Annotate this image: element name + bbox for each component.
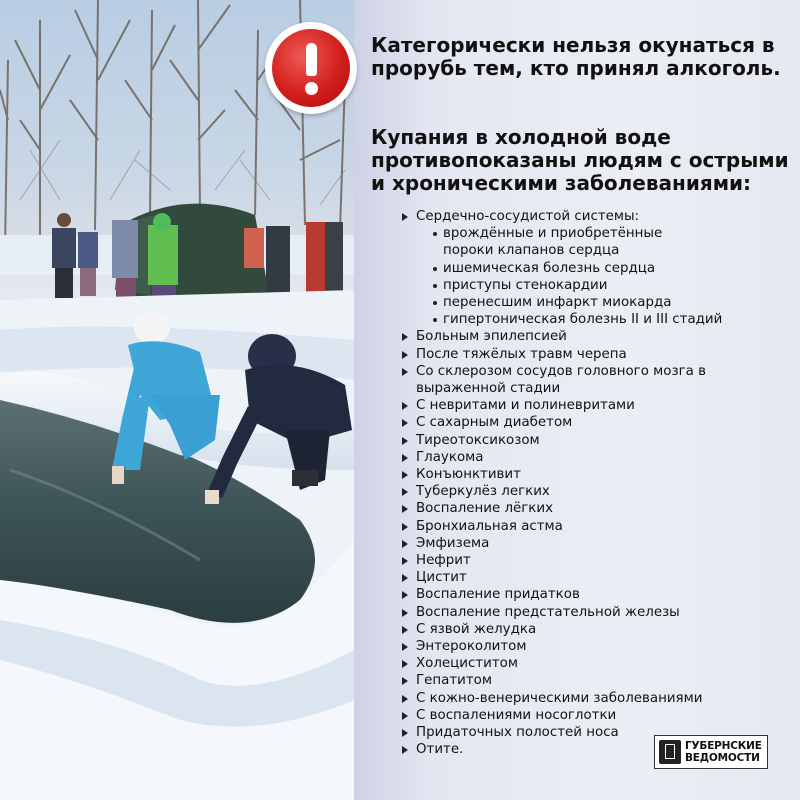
brand-logo xyxy=(654,735,768,769)
list-item: После тяжёлых травм черепа xyxy=(401,346,793,363)
list-item: Воспаление лёгких xyxy=(401,500,793,517)
arrow-bullet-icon xyxy=(402,574,408,582)
arrow-bullet-icon xyxy=(402,333,408,341)
list-item: Нефрит xyxy=(401,552,793,569)
arrow-bullet-icon xyxy=(402,471,408,479)
dot-bullet-icon xyxy=(433,301,437,305)
alcohol-warning-heading: Категорически нельзя окунаться в прорубь тем, кто принял алкоголь. xyxy=(371,33,781,80)
sub-list-item: гипертоническая болезнь II и III стадий xyxy=(416,311,793,328)
dot-bullet-icon xyxy=(433,284,437,288)
sub-list-item: перенесшим инфаркт миокарда xyxy=(416,294,793,311)
dot-bullet-icon xyxy=(433,267,437,271)
arrow-bullet-icon xyxy=(402,523,408,531)
list-item: С невритами и полиневритами xyxy=(401,397,793,414)
exclamation-icon xyxy=(265,22,357,114)
list-item: Цистит xyxy=(401,569,793,586)
arrow-bullet-icon xyxy=(402,695,408,703)
arrow-bullet-icon xyxy=(402,505,408,513)
contraindications-heading: Купания в холодной воде противопоказаны людям с острыми и хроническими заболеваниями: xyxy=(371,125,789,195)
sub-list-item: врождённые и приобретённые пороки клапанов сердца xyxy=(416,225,793,259)
arrow-bullet-icon xyxy=(402,609,408,617)
list-item: Глаукома xyxy=(401,449,793,466)
arrow-bullet-icon xyxy=(402,660,408,668)
list-item: Тиреотоксикозом xyxy=(401,432,793,449)
arrow-bullet-icon xyxy=(402,437,408,445)
arrow-bullet-icon xyxy=(402,402,408,410)
contraindications-list xyxy=(401,208,793,759)
brand-line-1: ГУБЕРНСКИЕ xyxy=(685,740,762,752)
list-item: Воспаление придатков xyxy=(401,586,793,603)
cardio-label: Сердечно-сосудистой системы: xyxy=(416,209,640,224)
winter-ice-hole-photo xyxy=(0,0,354,800)
list-item: С язвой желудка xyxy=(401,621,793,638)
list-item: Холециститом xyxy=(401,655,793,672)
photo-illustration xyxy=(0,0,354,800)
arrow-bullet-icon xyxy=(402,729,408,737)
brand-line-2: ВЕДОМОСТИ xyxy=(685,752,760,764)
arrow-bullet-icon xyxy=(402,643,408,651)
sub-list-item: ишемическая болезнь сердца xyxy=(416,260,793,277)
list-item: Туберкулёз легких xyxy=(401,483,793,500)
list-item: Придаточных полостей носа xyxy=(401,724,793,741)
list-item: Отите. xyxy=(401,741,793,758)
list-item: Бронхиальная астма xyxy=(401,518,793,535)
arrow-bullet-icon xyxy=(402,368,408,376)
list-item: Воспаление предстательной железы xyxy=(401,604,793,621)
arrow-bullet-icon xyxy=(402,454,408,462)
arrow-bullet-icon xyxy=(402,540,408,548)
sub-list-item: приступы стенокардии xyxy=(416,277,793,294)
arrow-bullet-icon xyxy=(402,488,408,496)
list-item: Конъюнктивит xyxy=(401,466,793,483)
list-item: С кожно-венерическими заболеваниями xyxy=(401,690,793,707)
arrow-bullet-icon xyxy=(402,677,408,685)
arrow-bullet-icon xyxy=(402,213,408,221)
arrow-bullet-icon xyxy=(402,591,408,599)
list-item: С сахарным диабетом xyxy=(401,414,793,431)
arrow-bullet-icon xyxy=(402,351,408,359)
dot-bullet-icon xyxy=(433,318,437,322)
list-item xyxy=(401,208,793,328)
arrow-bullet-icon xyxy=(402,419,408,427)
list-item: Со склерозом сосудов головного мозга в выраженной стадии xyxy=(401,363,793,397)
list-item: Больным эпилепсией xyxy=(401,328,793,345)
list-item: Энтероколитом xyxy=(401,638,793,655)
arrow-bullet-icon xyxy=(402,712,408,720)
list-item: Эмфизема xyxy=(401,535,793,552)
arrow-bullet-icon xyxy=(402,626,408,634)
cardio-sublist xyxy=(416,225,793,328)
list-item: Гепатитом xyxy=(401,672,793,689)
arrow-bullet-icon xyxy=(402,746,408,754)
arrow-bullet-icon xyxy=(402,557,408,565)
emblem-icon xyxy=(659,740,681,764)
list-item: С воспалениями носоглотки xyxy=(401,707,793,724)
dot-bullet-icon xyxy=(433,232,437,236)
